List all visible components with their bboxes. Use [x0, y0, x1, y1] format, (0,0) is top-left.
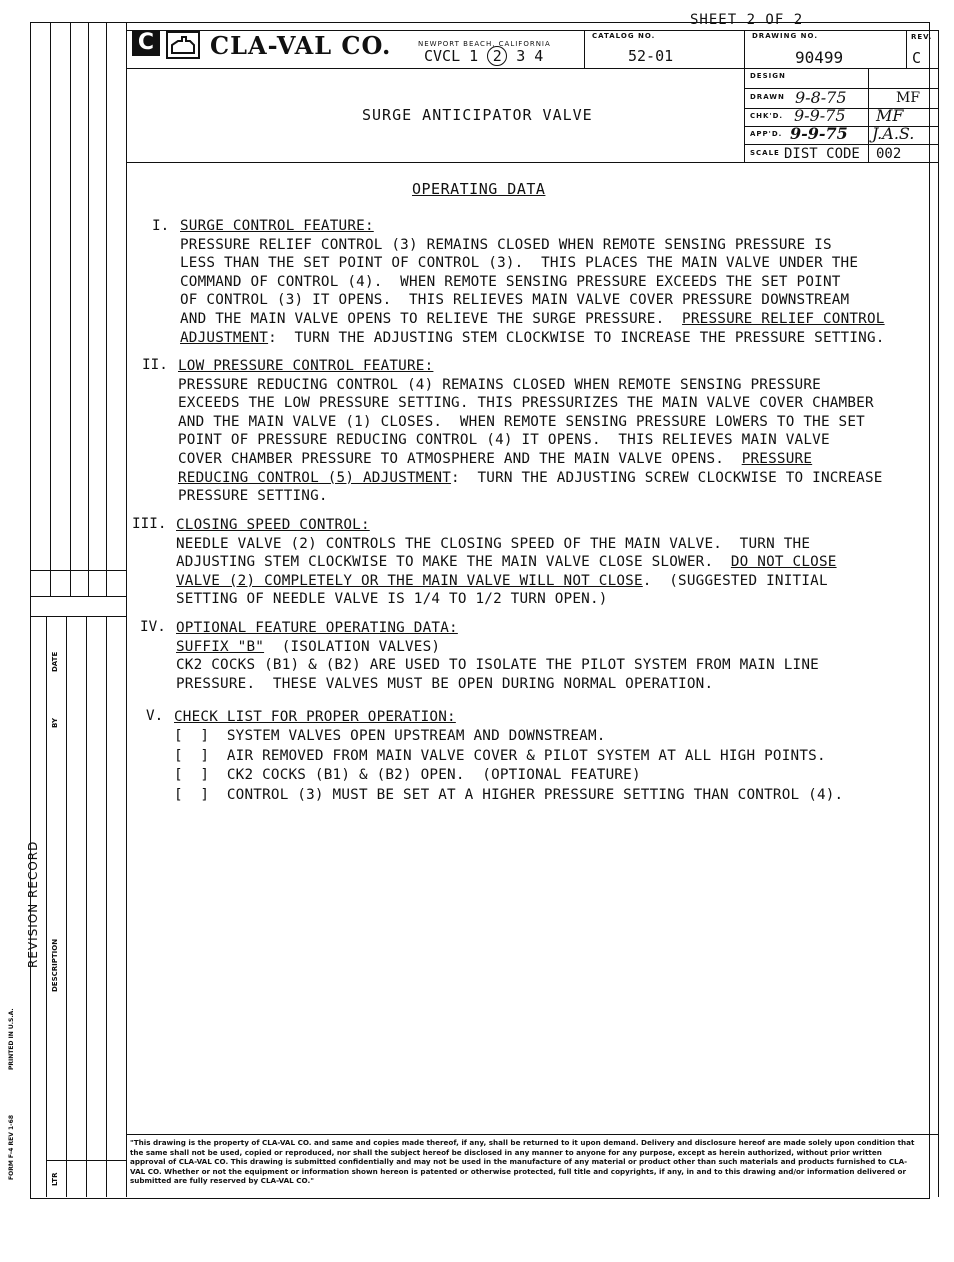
- scale-label: SCALE: [750, 149, 780, 157]
- section-4: OPTIONAL FEATURE OPERATING DATA: SUFFIX "B" (ISOLATION VALVES) CK2 COCKS (B1) & (B2) ARE USED TO ISOLATE THE PILOT SYSTEM FROM MAIN LINE PRESSURE. THESE VALVES MUST BE OPEN DURING NORMAL OPERATION.: [176, 620, 819, 692]
- design-label: DESIGN: [750, 72, 786, 80]
- drawing-label: DRAWING NO.: [752, 32, 818, 40]
- revision-description-label: DESCRIPTION: [51, 938, 59, 992]
- drawing-frame: [30, 22, 933, 1199]
- revision-record-label: REVISION RECORD: [26, 840, 40, 968]
- chkd-date: 9-9-75: [794, 106, 846, 125]
- company-logo: C: [132, 30, 160, 56]
- section-5-number: V.: [146, 708, 164, 724]
- appd-date: 9-9-75: [790, 124, 848, 143]
- proprietary-notice: "This drawing is the property of CLA-VAL CO. and same and copies made thereof, if any, shall be returned to it upon demand. Delivery and disclosure hereof are made solely upon condition that the same shall not be used, copied or reproduced, nor shall the subject hereof be disclosed in any manner to anyone for any purpose, except as herein authorized, without prior written approval of CLA-VAL CO. This drawing is submitted confidentially and may not be used in the manufacture of any material or product other than such materials and products furnished to CLA-VAL CO. Whether or not the equipment or information shown hereon is patented or otherwise protected, full title and copyrights, if any, in and to this drawing and/or information delivered or submitted are fully reserved by CLA-VAL CO.": [130, 1138, 915, 1186]
- section-1: SURGE CONTROL FEATURE: PRESSURE RELIEF CONTROL (3) REMAINS CLOSED WHEN REMOTE SENSING PRESSURE IS LESS THAN THE SET POINT OF CONTROL (3). THIS PLACES THE MAIN VALVE UNDER THE COMMAND OF CONTROL (4). WHEN REMOTE SENSING PRESSURE EXCEEDS THE SET POINT OF CONTROL (3) IT OPENS. THIS RELIEVES MAIN VALVE COVER PRESSURE DOWNSTREAM AND THE MAIN VALVE OPENS TO RELIEVE THE SURGE PRESSURE. PRESSURE RELIEF CONTROL ADJUSTMENT: TURN THE ADJUSTING STEM CLOCKWISE TO INCREASE THE PRESSURE SETTING.: [180, 218, 885, 346]
- section-2-number: II.: [142, 357, 168, 373]
- dist-code-value: 002: [876, 146, 902, 162]
- drawing-number: 90499: [795, 48, 844, 67]
- checklist-item: [ ] CONTROL (3) MUST BE SET AT A HIGHER PRESSURE SETTING THAN CONTROL (4).: [174, 786, 844, 803]
- form-number: FORM F-4 REV 1-68: [8, 1114, 15, 1180]
- company-location: NEWPORT BEACH, CALIFORNIA: [418, 40, 551, 48]
- section-4-title: OPTIONAL FEATURE OPERATING DATA:: [176, 620, 458, 636]
- printed-in-usa: PRINTED IN U.S.A.: [8, 1008, 15, 1070]
- rev-value: C: [912, 49, 922, 67]
- catalog-label: CATALOG NO.: [592, 32, 656, 40]
- appd-by: J.A.S.: [872, 124, 915, 143]
- cvcl-designation: CVCL 1 2 3 4: [424, 47, 544, 65]
- chkd-label: CHK'D.: [750, 112, 784, 120]
- revision-date-label: DATE: [51, 651, 59, 672]
- section-5-title: CHECK LIST FOR PROPER OPERATION:: [174, 709, 456, 725]
- catalog-number: 52-01: [628, 47, 674, 65]
- section-2-title: LOW PRESSURE CONTROL FEATURE:: [178, 358, 434, 374]
- chkd-by: MF: [876, 106, 904, 125]
- revision-ltr-label: LTR: [51, 1172, 59, 1186]
- revision-by-label: BY: [51, 717, 59, 728]
- section-1-number: I.: [152, 218, 170, 234]
- section-2: LOW PRESSURE CONTROL FEATURE: PRESSURE REDUCING CONTROL (4) REMAINS CLOSED WHEN REMOTE SENSING PRESSURE EXCEEDS THE LOW PRESSURE SETTING. THIS PRESSURIZES THE MAIN VALVE COVER CHAMBER AND THE MAIN VALVE (1) CLOSES. WHEN REMOTE SENSING PRESSURE LOWERS TO THE SET POINT OF PRESSURE REDUCING CONTROL (4) IT OPENS. THIS RELIEVES MAIN VALVE COVER CHAMBER PRESSURE TO ATMOSPHERE AND THE MAIN VALVE OPENS. PRESSURE REDUCING CONTROL (5) ADJUSTMENT: TURN THE ADJUSTING SCREW CLOCKWISE TO INCREASE PRESSURE SETTING.: [178, 358, 883, 505]
- section-4-number: IV.: [140, 619, 166, 635]
- rev-label: REV.: [911, 33, 933, 41]
- company-name: CLA-VAL CO.: [210, 31, 392, 60]
- section-3-number: III.: [132, 516, 167, 532]
- appd-label: APP'D.: [750, 130, 783, 138]
- section-3-title: CLOSING SPEED CONTROL:: [176, 517, 370, 533]
- checklist-item: [ ] AIR REMOVED FROM MAIN VALVE COVER & PILOT SYSTEM AT ALL HIGH POINTS.: [174, 747, 826, 764]
- dist-code-label: DIST CODE: [784, 146, 860, 162]
- section-1-title: SURGE CONTROL FEATURE:: [180, 218, 374, 234]
- checklist-item: [ ] CK2 COCKS (B1) & (B2) OPEN. (OPTIONAL FEATURE): [174, 767, 641, 784]
- drawing-title: SURGE ANTICIPATOR VALVE: [362, 106, 593, 124]
- drawn-label: DRAWN: [750, 93, 785, 101]
- drawn-date: 9-8-75: [795, 88, 847, 107]
- section-5: [174, 708, 843, 805]
- valve-logo-icon: [166, 31, 200, 59]
- section-3: CLOSING SPEED CONTROL: NEEDLE VALVE (2) CONTROLS THE CLOSING SPEED OF THE MAIN VALVE. TURN THE ADJUSTING STEM CLOCKWISE TO MAKE THE MAIN VALVE CLOSE SLOWER. DO NOT CLOSE VALVE (2) COMPLETELY OR THE MAIN VALVE WILL NOT CLOSE. (SUGGESTED INITIAL SETTING OF NEEDLE VALVE IS 1/4 TO 1/2 TURN OPEN.): [176, 517, 837, 608]
- drawn-by: MF: [896, 90, 921, 106]
- sheet-number: SHEET 2 OF 2: [690, 12, 804, 28]
- operating-data-heading: OPERATING DATA: [412, 180, 546, 198]
- checklist-item: [ ] SYSTEM VALVES OPEN UPSTREAM AND DOWNSTREAM.: [174, 728, 606, 745]
